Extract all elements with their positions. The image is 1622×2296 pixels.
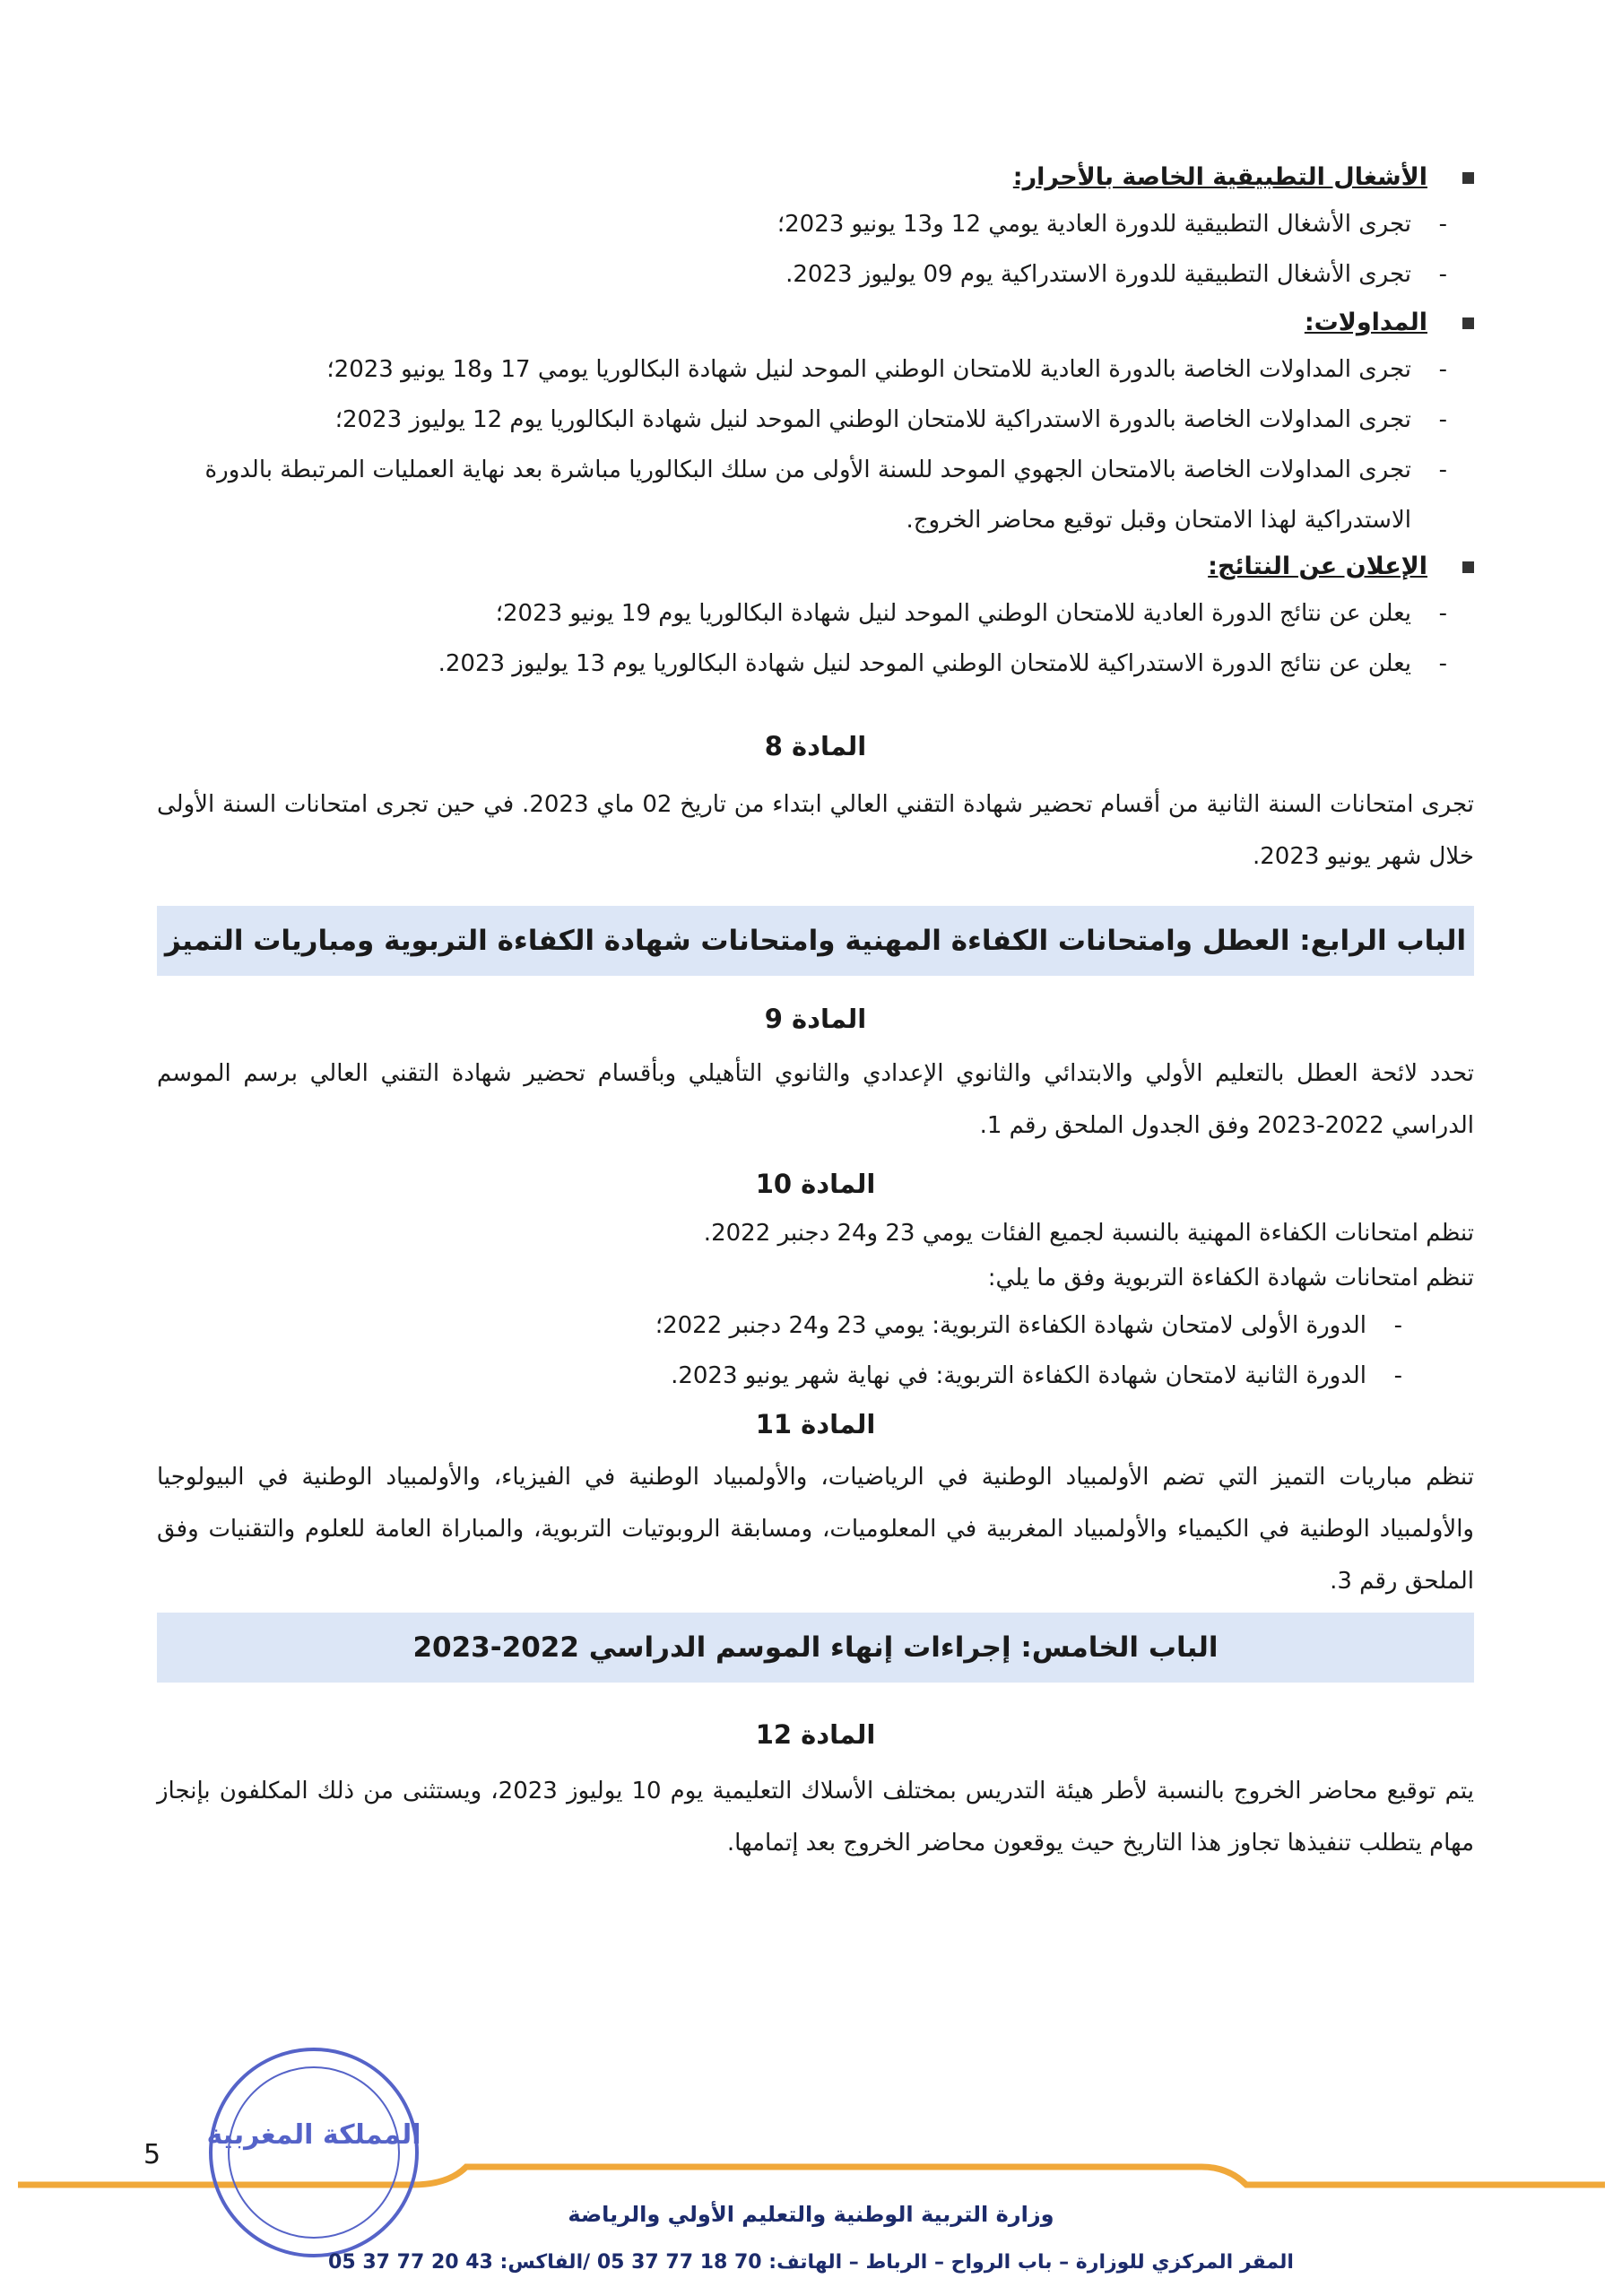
list-item: - تجرى المداولات الخاصة بالدورة العادية للامتحان الوطني الموحد لنيل شهادة البكالوريا يومي 17 و18 يونيو 2023؛ [326, 356, 1447, 383]
article-9-title: المادة 9 [764, 1004, 867, 1034]
document-body [157, 160, 1474, 1869]
article-12-text: يتم توقيع محاضر الخروج بالنسبة لأطر هيئة التدريس بمختلف الأسلاك التعليمية يوم 10 يوليوز 2023، ويستثنى من ذلك المكلفون بإنجاز مهام يتطلب تنفيذها تجاوز هذا التاريخ حيث يوقعون محاضر الخروج بعد إتمامها. [157, 1778, 1474, 1857]
footer-address: المقر المركزي للوزارة – باب الرواح – الرباط – الهاتف: 70 18 77 37 05 /الفاكس: 43 20 77 37 05 [328, 2251, 1294, 2274]
list-item: - الدورة الأولى لامتحان شهادة الكفاءة التربوية: يومي 23 و24 دجنبر 2022؛ [655, 1312, 1402, 1339]
article-11-text: تنظم مباريات التميز التي تضم الأولمبياد الوطنية في الرياضيات، والأولمبياد الوطنية في الفيزياء، والأولمبياد الوطنية في البيولوجيا والأولمبياد الوطنية في الكيمياء والأولمبياد المغربية في المعلوميات، ومسابقة الروبوتيات التربوية، والمباراة العامة للعلوم والتقنيات وفق الملحق رقم 3. [157, 1464, 1474, 1595]
article-10-line1: تنظم امتحانات الكفاءة المهنية بالنسبة لجميع الفئات يومي 23 و24 دجنبر 2022. [703, 1220, 1474, 1247]
list-item: - تجرى الأشغال التطبيقية للدورة الاستدراكية يوم 09 يوليوز 2023. [785, 261, 1447, 288]
article-10-line2: تنظم امتحانات شهادة الكفاءة التربوية وفق ما يلي: [987, 1265, 1474, 1292]
article-12-title: المادة 12 [755, 1719, 876, 1750]
square-bullet-icon [1462, 317, 1474, 329]
list-item: - تجرى المداولات الخاصة بالدورة الاستدراكية للامتحان الوطني الموحد لنيل شهادة البكالوريا يوم 12 يوليوز 2023؛ [334, 406, 1447, 433]
results-heading [157, 549, 1474, 588]
list-item: - تجرى الأشغال التطبيقية للدورة العادية يومي 12 و13 يونيو 2023؛ [776, 211, 1447, 238]
list-item: - يعلن عن نتائج الدورة الاستدراكية للامتحان الوطني الموحد لنيل شهادة البكالوريا يوم 13 يوليوز 2023. [438, 650, 1447, 677]
heading-text: الأشغال التطبيقية الخاصة بالأحرار: [1012, 163, 1427, 191]
article-11-title: المادة 11 [755, 1409, 876, 1439]
stamp-text: المملكة المغربية [206, 2119, 421, 2151]
square-bullet-icon [1462, 172, 1474, 184]
deliberations-heading [157, 305, 1474, 344]
footer-ministry: وزارة التربية الوطنية والتعليم الأولي والرياضة [568, 2202, 1054, 2227]
article-8-title: المادة 8 [764, 731, 867, 761]
list-item: - تجرى المداولات الخاصة بالامتحان الجهوي الموحد للسنة الأولى من سلك البكالوريا مباشرة بعد نهاية العمليات المرتبطة بالدورة الاستدراكية لهذا الامتحان وقبل توقيع محاضر الخروج. [204, 457, 1447, 534]
article-8-text: تجرى امتحانات السنة الثانية من أقسام تحضير شهادة التقني العالي ابتداء من تاريخ 02 ماي 2023. في حين تجرى امتحانات السنة الأولى خلال شهر يونيو 2023. [157, 791, 1474, 870]
chapter-5-banner: الباب الخامس: إجراءات إنهاء الموسم الدراسي 2022-2023 [157, 1613, 1474, 1683]
article-10-title: المادة 10 [755, 1169, 876, 1199]
chapter-4-banner: الباب الرابع: العطل وامتحانات الكفاءة المهنية وامتحانات شهادة الكفاءة التربوية ومباريات التميز [157, 906, 1474, 976]
article-9-text: تحدد لائحة العطل بالتعليم الأولي والابتدائي والثانوي الإعدادي والثانوي التأهيلي وبأقسام تحضير شهادة التقني العالي برسم الموسم الدراسي 2022-2023 وفق الجدول الملحق رقم 1. [157, 1060, 1474, 1139]
practical-works-heading [157, 160, 1474, 199]
list-item: - الدورة الثانية لامتحان شهادة الكفاءة التربوية: في نهاية شهر يونيو 2023. [671, 1362, 1402, 1389]
page-number: 5 [143, 2139, 161, 2170]
heading-text: الإعلان عن النتائج: [1208, 552, 1427, 580]
heading-text: المداولات: [1304, 309, 1427, 336]
official-stamp-icon [197, 2040, 430, 2265]
square-bullet-icon [1462, 561, 1474, 573]
list-item: - يعلن عن نتائج الدورة العادية للامتحان الوطني الموحد لنيل شهادة البكالوريا يوم 19 يونيو 2023؛ [495, 600, 1447, 627]
